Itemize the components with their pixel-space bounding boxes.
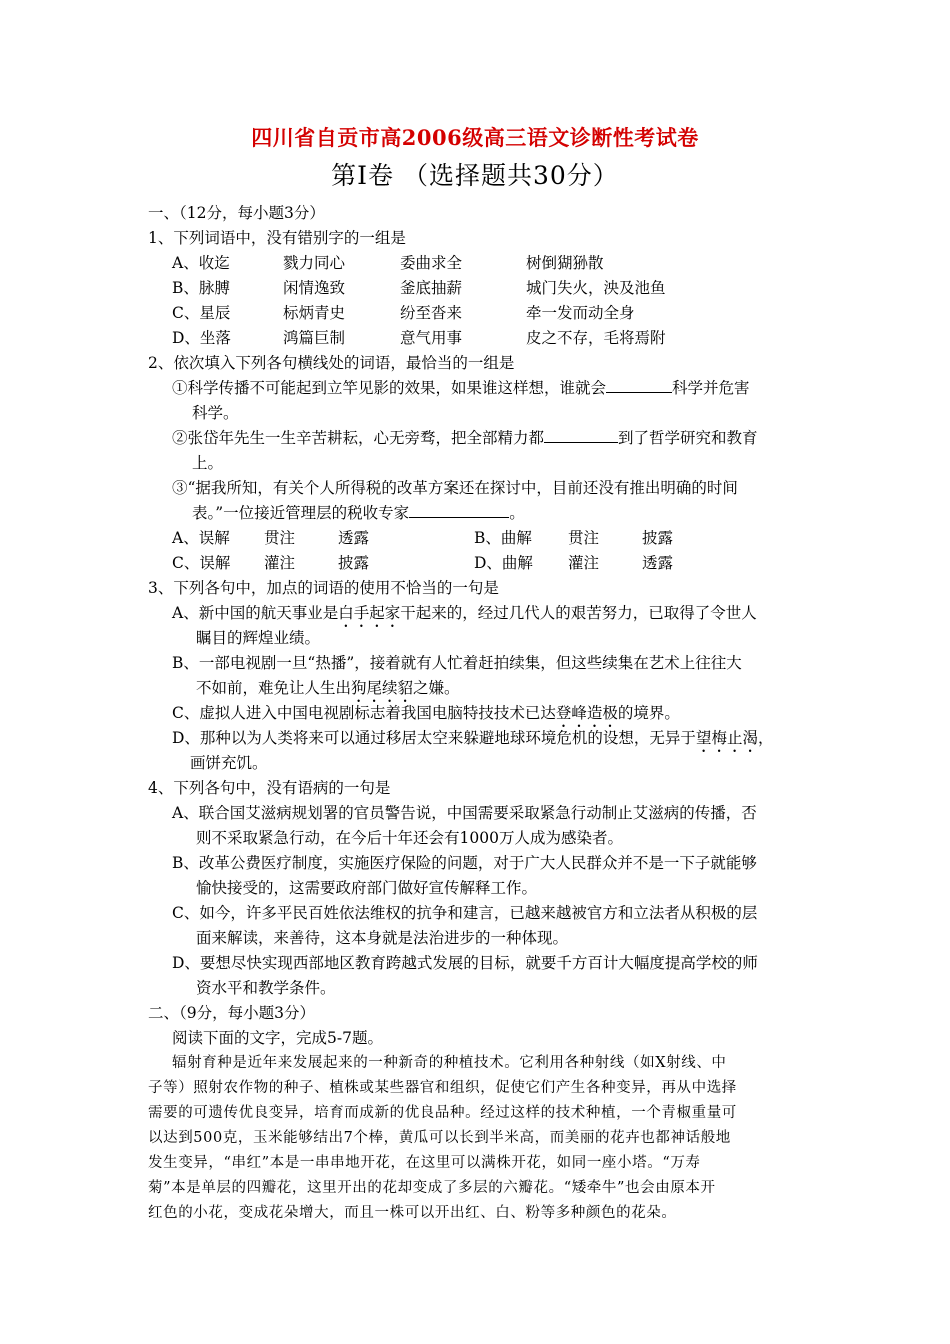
q1-option-d-label: D、坐落 xyxy=(172,329,231,347)
q1-option-c-word4: 牵一发而动全身 xyxy=(526,304,635,322)
q4-option-a-line2: 则不采取紧急行动，在今后十年还会有1000万人成为感染者。 xyxy=(196,829,623,847)
q2-s2-text: ②张岱年先生一生辛苦耕耘，心无旁骛，把全部精力都 xyxy=(172,429,545,447)
q3-d-dotted-word: 望梅止渴 xyxy=(695,729,758,747)
q2-option-c-word2: 灌注 xyxy=(264,554,296,572)
q4-option-b-line1: B、改革公费医疗制度，实施医疗保险的问题，对于广大人民群众并不是一下子就能够 xyxy=(172,854,757,872)
q3-c-text-b: 的境界。 xyxy=(617,704,680,722)
q3-a-text-b: 干起来的，经过几代人的艰苦努力，已取得了令世人 xyxy=(400,604,757,622)
q1-option-a-label: A、收迄 xyxy=(172,254,230,272)
q3-option-a-line1 xyxy=(172,603,757,631)
q3-b-text-b: 之嫌。 xyxy=(413,679,460,697)
q2-option-b-label: B、曲解 xyxy=(474,529,532,547)
q4-option-d-line2: 资水平和教学条件。 xyxy=(196,979,336,997)
section2-header: 二、（9分，每小题3分） xyxy=(148,1004,315,1022)
exam-subtitle: 第I卷 （选择题共30分） xyxy=(331,161,619,190)
q4-option-c-line1: C、如今，许多平民百姓依法维权的抗争和建言，已越来越被官方和立法者从积极的层 xyxy=(172,904,758,922)
q2-option-d-word2: 灌注 xyxy=(568,554,600,572)
q1-option-b-word4: 城门失火，泱及池鱼 xyxy=(526,279,666,297)
q1-option-b-word3: 釜底抽薪 xyxy=(400,279,463,297)
q2-blank3 xyxy=(409,503,509,518)
q2-option-c-label: C、误解 xyxy=(172,554,231,572)
q2-s3-text-b: 。 xyxy=(509,504,525,522)
section1-header: 一、（12分，每小题3分） xyxy=(148,204,325,222)
q2-sentence1-line2: 科学。 xyxy=(192,404,239,422)
q4-option-d-line1: D、要想尽快实现西部地区教育跨越式发展的目标，就要千方百计大幅度提高学校的师 xyxy=(172,954,758,972)
q3-a-text: A、新中国的航天事业是 xyxy=(172,604,339,622)
passage-line: 发生变异，“串红”本是一串串地开花，在这里可以满株开花，如同一座小塔。“万寿 xyxy=(148,1155,701,1171)
passage-line: 需要的可遗传优良变异，培育而成新的优良品种。经过这样的技术种植，一个青椒重量可 xyxy=(148,1105,737,1121)
passage-line: 辐射育种是近年来发展起来的一种新奇的种植技术。它利用各种射线（如X射线、中 xyxy=(172,1055,727,1071)
q3-d-text: D、那种以为人类将来可以通过移居太空来躲避地球环境危机的设想，无异于 xyxy=(172,729,696,747)
q2-s2-text-b: 到了哲学研究和教育 xyxy=(618,429,758,447)
q2-sentence2-line1 xyxy=(172,428,758,448)
exam-title: 四川省自贡市高2006级高三语文诊断性考试卷 xyxy=(251,125,699,150)
q2-option-a-word2: 贯注 xyxy=(264,529,296,547)
q3-a-dotted-word: 白手起家 xyxy=(338,604,401,622)
q1-stem: 1、下列词语中，没有错别字的一组是 xyxy=(148,229,406,247)
q3-option-d-line2: 画饼充饥。 xyxy=(190,754,268,772)
q4-option-a-line1: A、联合国艾滋病规划署的官员警告说，中国需要采取紧急行动制止艾滋病的传播，否 xyxy=(172,804,757,822)
passage-line: 红色的小花，变成花朵增大，而且一株可以开出红、白、粉等多种颜色的花朵。 xyxy=(148,1205,677,1221)
q2-stem: 2、依次填入下列各句横线处的词语，最恰当的一组是 xyxy=(148,354,515,372)
q2-blank2 xyxy=(544,428,618,443)
q4-option-b-line2: 愉快接受的，这需要政府部门做好宣传解释工作。 xyxy=(196,879,538,897)
q1-option-b-word2: 闲情逸致 xyxy=(283,279,346,297)
q3-b-text: 不如前，难免让人生出 xyxy=(196,679,352,697)
q1-option-b-label: B、脉膊 xyxy=(172,279,230,297)
q3-option-a-line2: 瞩目的辉煌业绩。 xyxy=(196,629,321,647)
q2-sentence3-line1: ③“据我所知，有关个人所得税的改革方案还在探讨中，目前还没有推出明确的时间 xyxy=(172,479,738,497)
q1-option-d-word3: 意气用事 xyxy=(400,329,463,347)
section2-intro: 阅读下面的文字，完成5-7题。 xyxy=(172,1029,383,1047)
q2-option-b-word2: 贯注 xyxy=(568,529,600,547)
q2-s1-text: ①科学传播不可能起到立竿见影的效果，如果谁这样想，谁就会 xyxy=(172,379,607,397)
q1-option-c-word3: 纷至沓来 xyxy=(400,304,463,322)
q4-option-c-line2: 面来解读，来善待，这本身就是法治进步的一种体现。 xyxy=(196,929,569,947)
q3-b-dotted-word: 狗尾续貂 xyxy=(351,679,414,697)
q3-option-c-line1 xyxy=(172,703,680,731)
q3-d-text-b: ， xyxy=(757,729,774,747)
q4-stem: 4、下列各句中，没有语病的一句是 xyxy=(148,779,391,797)
q2-option-b-word3: 披露 xyxy=(642,529,674,547)
q1-option-a-word3: 委曲求全 xyxy=(400,254,463,272)
q1-option-d-word4: 皮之不存，毛将焉附 xyxy=(526,329,666,347)
passage-line: 菊”本是单层的四瓣花，这里开出的花却变成了多层的六瓣花。“矮牵牛”也会由原本开 xyxy=(148,1180,716,1196)
q1-option-d-word2: 鸿篇巨制 xyxy=(283,329,346,347)
passage-line: 子等）照射农作物的种子、植株或某些器官和组织，促使它们产生各种变异，再从中选择 xyxy=(148,1080,737,1096)
q2-option-c-word3: 披露 xyxy=(338,554,370,572)
q3-option-b-line1: B、一部电视剧一旦“热播”，接着就有人忙着赶拍续集，但这些续集在艺术上往往大 xyxy=(172,654,742,672)
q3-c-text: C、虚拟人进入中国电视剧标志着我国电脑特技技术已达 xyxy=(172,704,556,722)
q3-option-b-line2 xyxy=(196,678,460,706)
q2-s3-text: 表。”一位接近管理层的税收专家 xyxy=(192,504,410,522)
q2-sentence1-line1 xyxy=(172,378,750,398)
q3-c-dotted-word: 登峰造极 xyxy=(555,704,618,722)
q2-sentence3-line2 xyxy=(192,503,525,523)
q2-blank1 xyxy=(606,378,672,393)
q2-option-d-word3: 透露 xyxy=(642,554,674,572)
q2-option-d-label: D、曲解 xyxy=(474,554,533,572)
q1-option-c-word2: 标炳青史 xyxy=(283,304,346,322)
q1-option-a-word2: 戮力同心 xyxy=(283,254,346,272)
q2-s1-text-b: 科学并危害 xyxy=(672,379,750,397)
passage-line: 以达到500克，玉米能够结出7个棒，黄瓜可以长到半米高，而美丽的花卉也都神话般地 xyxy=(148,1130,731,1146)
q3-option-d-line1 xyxy=(172,728,773,756)
q2-sentence2-line2: 上。 xyxy=(192,454,224,472)
q3-stem: 3、下列各句中，加点的词语的使用不恰当的一句是 xyxy=(148,579,499,597)
q2-option-a-label: A、误解 xyxy=(172,529,230,547)
q1-option-a-word4: 树倒猢狲散 xyxy=(526,254,604,272)
q2-option-a-word3: 透露 xyxy=(338,529,370,547)
q1-option-c-label: C、星辰 xyxy=(172,304,231,322)
